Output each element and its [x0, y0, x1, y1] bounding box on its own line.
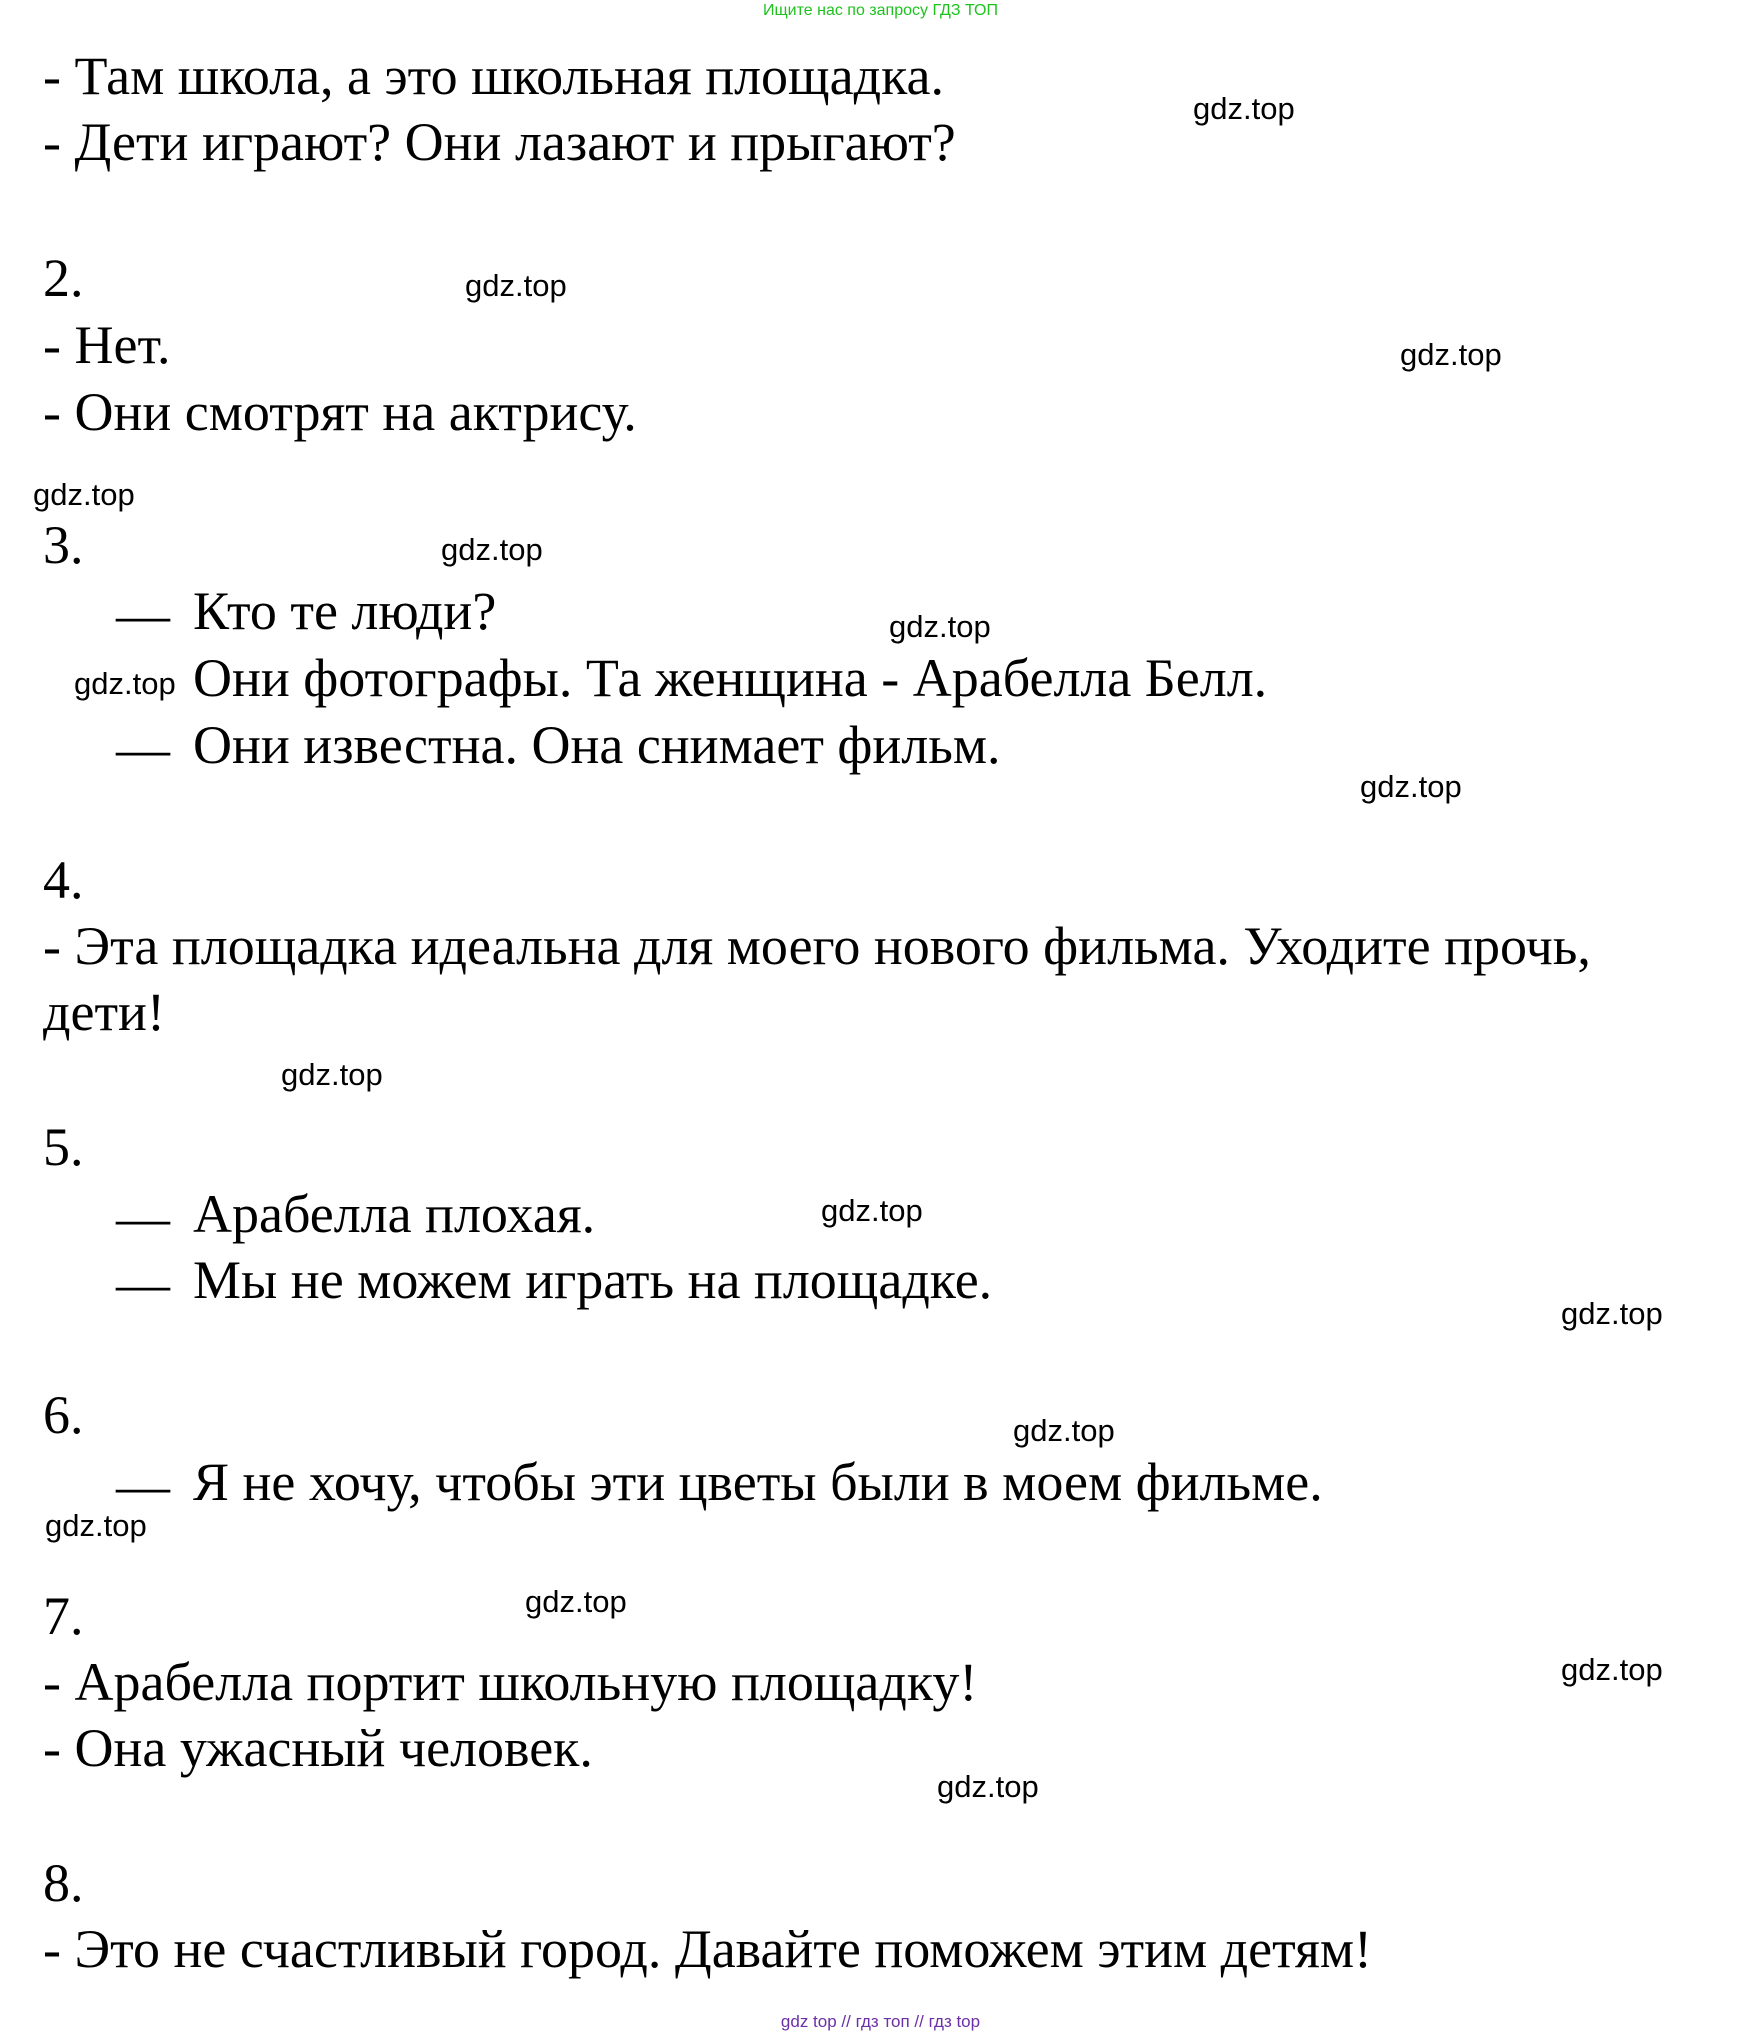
watermark: gdz.top [525, 1584, 627, 1619]
watermark: gdz.top [1193, 91, 1295, 126]
s6-dash-1: — [116, 1456, 170, 1516]
watermark: gdz.top [1360, 769, 1462, 804]
watermark: gdz.top [821, 1193, 923, 1228]
watermark: gdz.top [937, 1769, 1039, 1804]
s3-dash-1: — [116, 585, 170, 645]
watermark: gdz.top [1400, 337, 1502, 372]
s5-dash-2: — [116, 1254, 170, 1314]
s4-line-1: - Эта площадка идеальна для моего нового фильма. Уходите прочь, [43, 916, 1591, 976]
s4-number: 4. [43, 850, 84, 910]
watermark: gdz.top [45, 1508, 147, 1543]
watermark: gdz.top [33, 477, 135, 512]
s5-line-1: Арабелла плохая. [193, 1184, 596, 1244]
s5-dash-1: — [116, 1188, 170, 1248]
s6-number: 6. [43, 1385, 84, 1445]
s2-line-2: - Они смотрят на актрису. [43, 382, 637, 442]
watermark: gdz.top [74, 666, 176, 701]
watermark: gdz.top [441, 532, 543, 567]
watermark: gdz.top [281, 1057, 383, 1092]
s8-line-1: - Это не счастливый город. Давайте поможем этим детям! [43, 1919, 1372, 1979]
s7-line-2: - Она ужасный человек. [43, 1718, 593, 1778]
watermark: gdz.top [1561, 1652, 1663, 1687]
top-banner: Ищите нас по запросу ГДЗ ТОП [763, 2, 998, 19]
s3-line-1: Кто те люди? [193, 581, 497, 641]
s1-line-2: - Дети играют? Они лазают и прыгают? [43, 112, 956, 172]
watermark: gdz.top [1561, 1296, 1663, 1331]
s2-number: 2. [43, 248, 84, 308]
s3-line-2: Они фотографы. Та женщина - Арабелла Белл. [193, 648, 1268, 708]
s7-number: 7. [43, 1586, 84, 1646]
watermark: gdz.top [1013, 1413, 1115, 1448]
s8-number: 8. [43, 1853, 84, 1913]
s1-line-1: - Там школа, а это школьная площадка. [43, 46, 944, 106]
bottom-banner: gdz top // гдз топ // гдз top [780, 2012, 981, 2031]
s3-line-3: Они известна. Она снимает фильм. [193, 715, 1001, 775]
s2-line-1: - Нет. [43, 315, 171, 375]
s5-number: 5. [43, 1117, 84, 1177]
s7-line-1: - Арабелла портит школьную площадку! [43, 1652, 978, 1712]
s6-line-1: Я не хочу, чтобы эти цветы были в моем фильме. [193, 1452, 1323, 1512]
watermark: gdz.top [465, 268, 567, 303]
s3-number: 3. [43, 515, 84, 575]
s3-dash-3: — [116, 719, 170, 779]
s5-line-2: Мы не можем играть на площадке. [193, 1250, 993, 1310]
s4-line-2: дети! [43, 982, 165, 1042]
watermark: gdz.top [889, 609, 991, 644]
